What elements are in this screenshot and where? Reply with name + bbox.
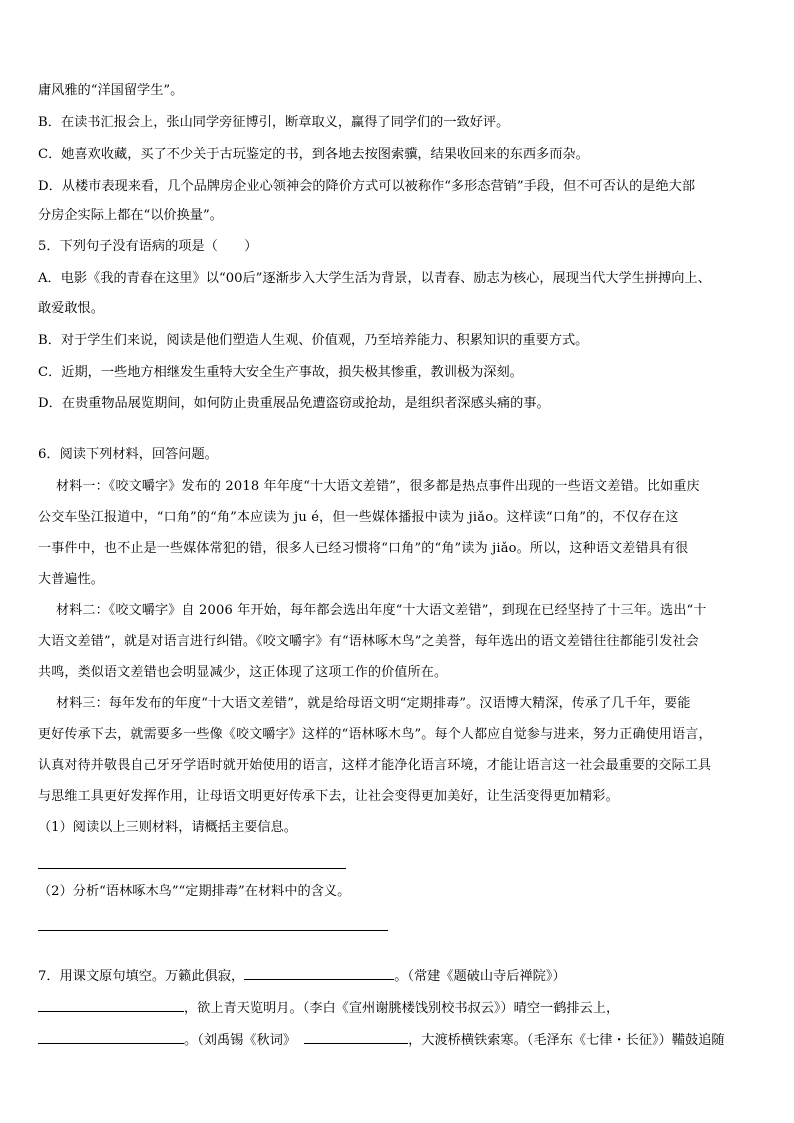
q4-option-a-tail: 庸风雅的“洋国留学生”。	[38, 83, 184, 98]
q7-line3	[38, 1029, 725, 1050]
q4-option-b: B．在读书汇报会上，张山同学旁征博引，断章取义，赢得了同学们的一致好评。	[38, 115, 510, 130]
q5-option-b: B．对于学生们来说，阅读是他们塑造人生观、价值观，乃至培养能力、积累知识的重要方式。	[38, 333, 589, 348]
q5-option-a-line2: 敢爱敢恨。	[38, 301, 104, 316]
q6-answer-line-2[interactable]	[38, 930, 388, 931]
q4-option-d-line2: 分房企实际上都在“以价换量”。	[38, 208, 223, 223]
q6-material3-line1: 材料三：每年发布的年度“十大语文差错”，就是给母语文明“定期排毒”。汉语博大精深，传承了几千年，要能	[56, 696, 691, 711]
q7-line2	[38, 997, 619, 1018]
q7-blank-3[interactable]	[38, 1029, 184, 1044]
q6-subquestion-2: （2）分析“语林啄木鸟”“定期排毒”在材料中的含义。	[38, 884, 351, 899]
q7-line2-text: ，欲上青天览明月。（李白《宣州谢朓楼饯别校书叔云》）晴空一鹤排云上，	[184, 1001, 620, 1016]
q5-option-a-line1: A．电影《我的青春在这里》以“00后”逐渐步入大学生活为背景，以青春、励志为核心，展现当代大学生拼搏向上、	[38, 271, 711, 286]
q7-line1-prefix: 7．用课文原句填空。万籁此俱寂，	[38, 969, 245, 984]
q6-material1-line1: 材料一：《咬文嚼字》发布的 2018 年年度“十大语文差错”，很多都是热点事件出现的一些语文差错。比如重庆	[56, 479, 700, 494]
q6-subquestion-1: （1）阅读以上三则材料，请概括主要信息。	[38, 820, 297, 835]
q6-material2-line2: 大语文差错”，就是对语言进行纠错。《咬文嚼字》有“语林啄木鸟”之美誉，每年选出的语文差错往往都能引发社会	[38, 634, 699, 649]
q6-material3-line3: 认真对待并敬畏自己牙牙学语时就开始使用的语言，这样才能净化语言环境，才能让语言这一社会最重要的交际工具	[38, 758, 712, 773]
q6-material1-line2: 公交车坠江报道中，“口角”的“角”本应读为 ju é，但一些媒体播报中读为 jiǎo。这样读“口角”的，不仅存在这	[38, 510, 679, 525]
q6-material2-line1: 材料二：《咬文嚼字》自 2006 年开始，每年都会选出年度“十大语文差错”，到现在已经坚持了十三年。选出“十	[56, 603, 707, 618]
q6-stem: 6．阅读下列材料，回答问题。	[38, 447, 218, 462]
q7-blank-1[interactable]	[244, 965, 394, 980]
q6-material1-line3: 一事件中，也不止是一些媒体常犯的错，很多人已经习惯将“口角”的“角”读为 jiǎo。所以，这种语文差错具有很	[38, 541, 689, 556]
q6-material1-line4: 大普遍性。	[38, 572, 105, 587]
q5-stem: 5．下列句子没有语病的项是（ ）	[38, 239, 258, 254]
q6-answer-line-1[interactable]	[38, 868, 346, 869]
q7-blank-4[interactable]	[304, 1029, 408, 1044]
q7-line1	[38, 965, 566, 986]
q4-option-d-line1: D．从楼市表现来看，几个品牌房企业心领神会的降价方式可以被称作“多形态营销”手段，但不可否认的是绝大部	[38, 179, 696, 194]
q6-material3-line4: 与思维工具更好发挥作用，让母语文明更好传承下去，让社会变得更加美好，让生活变得更加精彩。	[38, 789, 619, 804]
q5-option-c: C．近期，一些地方相继发生重特大安全生产事故，损失极其惨重，教训极为深刻。	[38, 365, 523, 380]
q5-option-d: D．在贵重物品展览期间，如何防止贵重展品免遭盗窃或抢劫，是组织者深感头痛的事。	[38, 396, 550, 411]
q6-material2-line3: 共鸣，类似语文差错也会明显减少，这正体现了这项工作的价值所在。	[38, 665, 448, 680]
q4-option-c: C．她喜欢收藏，买了不少关于古玩鉴定的书，到各地去按图索骥，结果收回来的东西多而杂。	[38, 147, 589, 162]
q7-line1-suffix: 。（常建《题破山寺后禅院》）	[394, 969, 566, 984]
q7-blank-2[interactable]	[38, 997, 184, 1012]
q7-line3-suffix: ，大渡桥横铁索寒。（毛泽东《七律・长征》）鞴鼓追随	[408, 1033, 725, 1048]
q7-line3-mid: 。（刘禹锡《秋词》	[184, 1033, 297, 1048]
q6-material3-line2: 更好传承下去，就需要多一些像《咬文嚼字》这样的“语林啄木鸟”。每个人都应自觉参与进来，努力正确使用语言，	[38, 727, 712, 742]
